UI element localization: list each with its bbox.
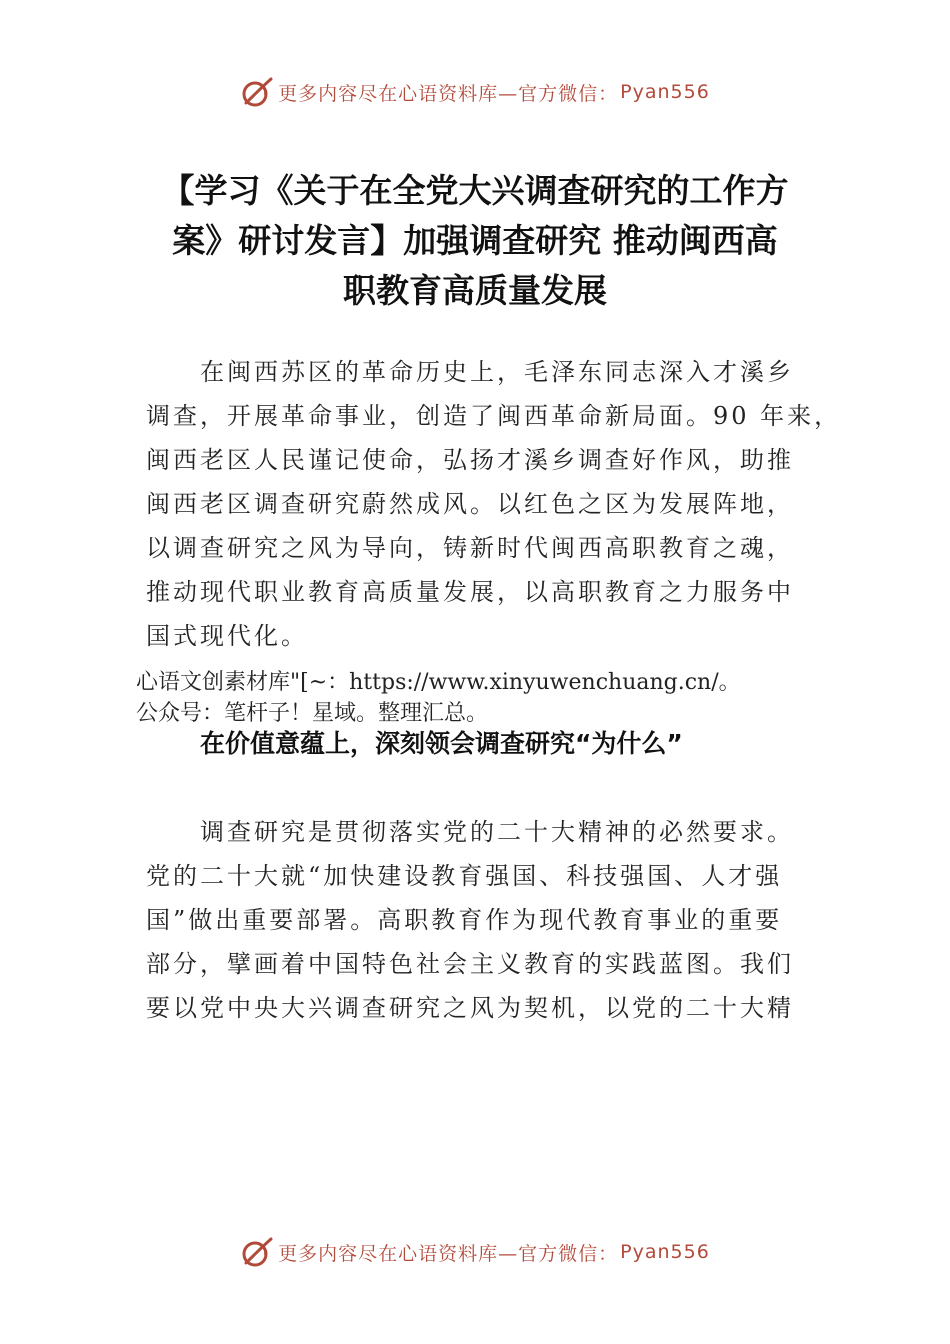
paragraph-line: 党的二十大就“加快建设教育强国、科技强国、人才强 bbox=[146, 862, 783, 890]
paragraph-line: 闽西老区调查研究蔚然成风。以红色之区为发展阵地， bbox=[146, 490, 794, 518]
source-note bbox=[136, 667, 836, 729]
source-note-line: 公众号：笔杆子！星域。整理汇总。 bbox=[136, 701, 489, 726]
footer-banner-wechat: Pyan556 bbox=[620, 1241, 710, 1263]
paragraph-line: 闽西老区人民谨记使命，弘扬才溪乡调查好作风，助推 bbox=[146, 446, 794, 474]
title-line: 案》研讨发言】加强调查研究 推动闽西高 bbox=[172, 221, 778, 260]
footer-banner-text: 更多内容尽在心语资料库—官方微信： bbox=[278, 1242, 619, 1265]
paragraph-line: 国”做出重要部署。高职教育作为现代教育事业的重要 bbox=[146, 906, 783, 934]
footer-banner bbox=[0, 1232, 950, 1272]
paragraph-line: 调查研究是贯彻落实党的二十大精神的必然要求。 bbox=[200, 818, 794, 846]
paragraph-line: 部分，擘画着中国特色社会主义教育的实践蓝图。我们 bbox=[146, 950, 794, 978]
paragraph-line: 推动现代职业教育高质量发展，以高职教育之力服务中 bbox=[146, 578, 794, 606]
brush-logo-icon bbox=[240, 75, 274, 109]
brush-logo-icon bbox=[240, 1235, 274, 1269]
header-banner bbox=[0, 72, 950, 112]
header-banner-wechat: Pyan556 bbox=[620, 81, 710, 103]
header-banner-text: 更多内容尽在心语资料库—官方微信： bbox=[278, 82, 619, 105]
paragraph-line: 要以党中央大兴调查研究之风为契机，以党的二十大精 bbox=[146, 994, 794, 1022]
source-note-line: 心语文创素材库"[~：https://www.xinyuwenchuang.cn/。 bbox=[136, 670, 741, 695]
paragraph-line: 调查，开展革命事业，创造了闽西革命新局面。90 年来， bbox=[146, 402, 842, 430]
section-heading: 在价值意蕴上，深刻领会调查研究“为什么” bbox=[200, 729, 683, 758]
title-line: 职教育高质量发展 bbox=[343, 271, 607, 310]
paragraph-line: 以调查研究之风为导向，铸新时代闽西高职教育之魂， bbox=[146, 534, 794, 562]
paragraph-line: 在闽西苏区的革命历史上，毛泽东同志深入才溪乡 bbox=[200, 358, 794, 386]
paragraph-1 bbox=[146, 350, 842, 658]
paragraph-line: 国式现代化。 bbox=[146, 622, 308, 650]
document-title bbox=[140, 166, 810, 316]
title-line: 【学习《关于在全党大兴调查研究的工作方 bbox=[161, 171, 789, 210]
paragraph-2 bbox=[146, 810, 816, 1030]
